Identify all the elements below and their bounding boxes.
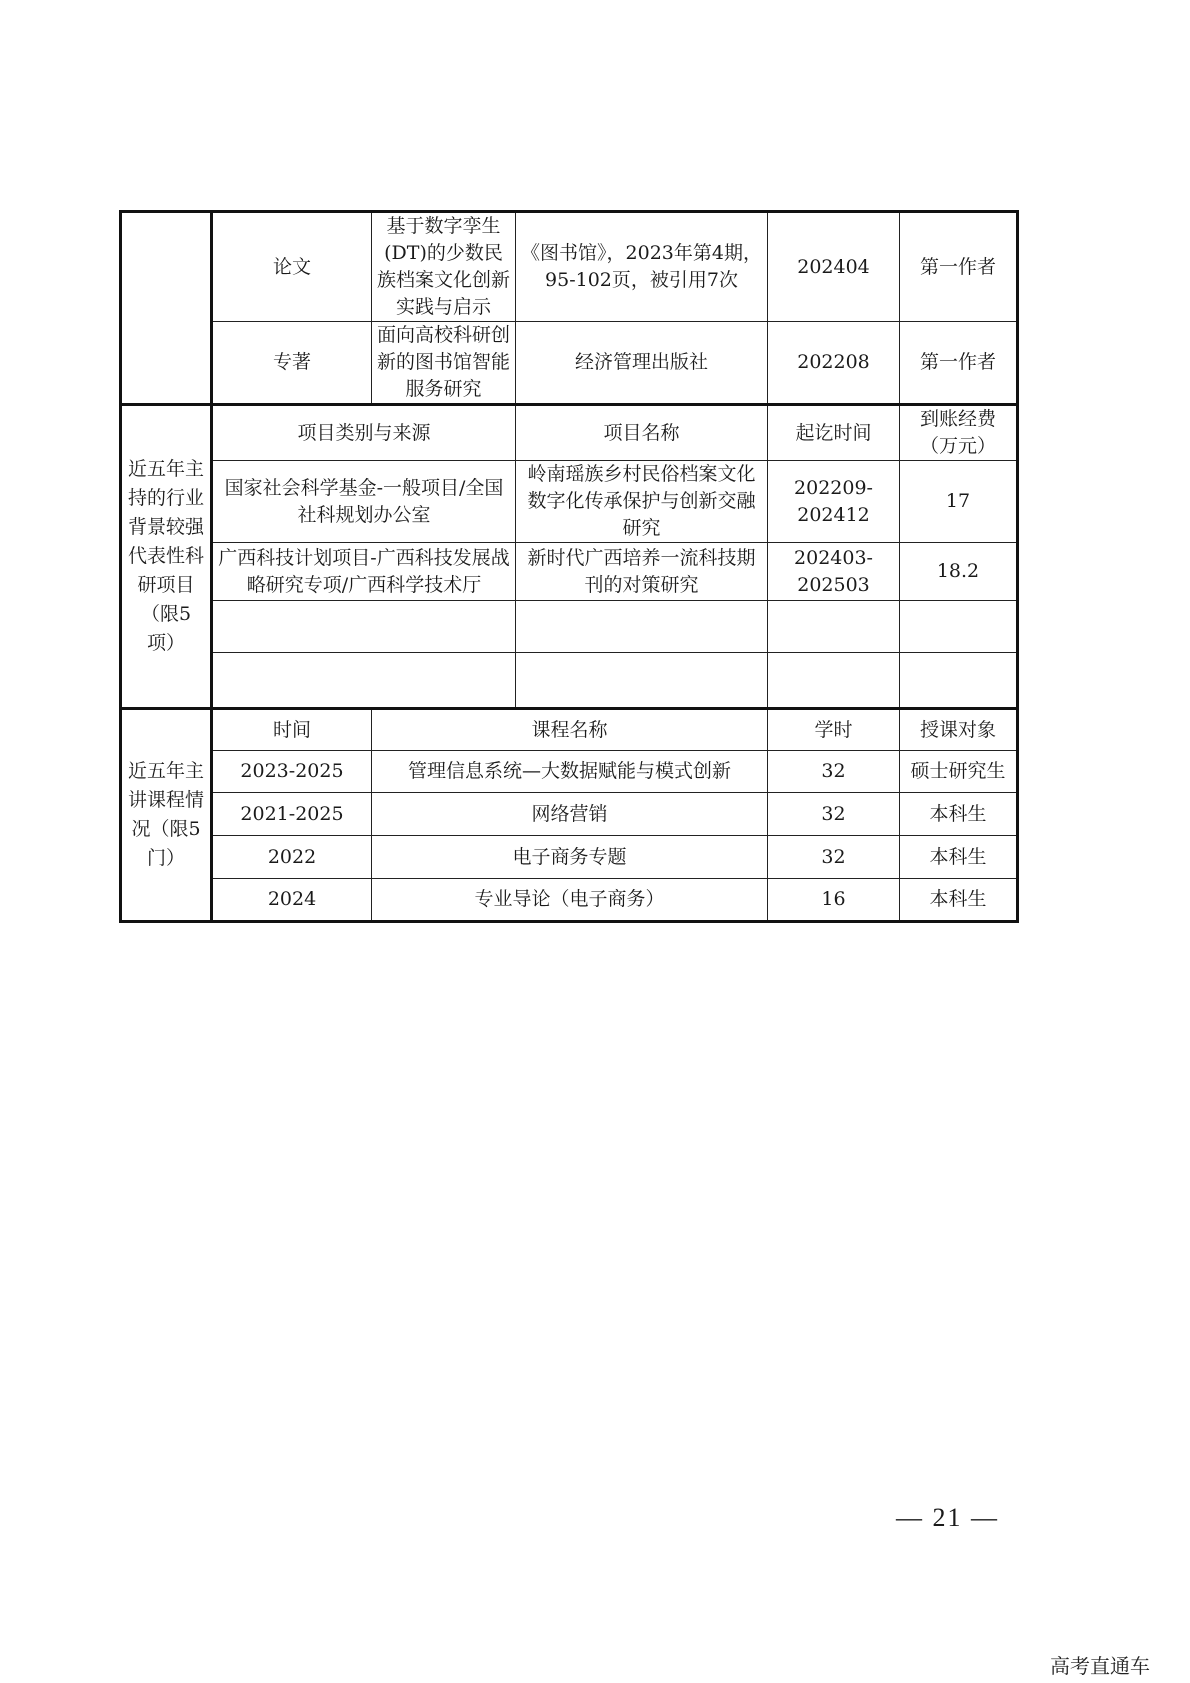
course-hours: 16 <box>768 879 900 922</box>
empty-cell <box>516 601 768 653</box>
project-period: 202209-202412 <box>768 461 900 543</box>
pub-date: 202208 <box>768 322 900 405</box>
empty-cell <box>768 653 900 709</box>
publication-row <box>121 322 1018 405</box>
course-hours: 32 <box>768 836 900 879</box>
courses-header-row <box>121 709 1018 751</box>
project-category: 广西科技计划项目-广西科技发展战略研究专项/广西科学技术厅 <box>212 543 516 601</box>
courses-section-label: 近五年主讲课程情况（限5门） <box>121 709 212 922</box>
pub-role: 第一作者 <box>900 322 1018 405</box>
project-row <box>121 543 1018 601</box>
project-row-empty <box>121 601 1018 653</box>
project-name: 岭南瑶族乡村民俗档案文化数字化传承保护与创新交融研究 <box>516 461 768 543</box>
header-audience: 授课对象 <box>900 709 1018 751</box>
project-row-empty <box>121 653 1018 709</box>
header-project-name: 项目名称 <box>516 405 768 461</box>
empty-cell <box>516 653 768 709</box>
course-row <box>121 836 1018 879</box>
course-row <box>121 879 1018 922</box>
course-name: 专业导论（电子商务） <box>372 879 768 922</box>
project-period: 202403-202503 <box>768 543 900 601</box>
course-name: 管理信息系统—大数据赋能与模式创新 <box>372 751 768 793</box>
pub-title: 基于数字孪生(DT)的少数民族档案文化创新实践与启示 <box>372 212 516 322</box>
header-time: 时间 <box>212 709 372 751</box>
pub-role: 第一作者 <box>900 212 1018 322</box>
project-category: 国家社会科学基金-一般项目/全国社科规划办公室 <box>212 461 516 543</box>
pub-venue: 经济管理出版社 <box>516 322 768 405</box>
projects-header-row <box>121 405 1018 461</box>
course-time: 2021-2025 <box>212 793 372 836</box>
course-time: 2022 <box>212 836 372 879</box>
course-row <box>121 751 1018 793</box>
pub-type: 专著 <box>212 322 372 405</box>
project-funding: 18.2 <box>900 543 1018 601</box>
course-hours: 32 <box>768 751 900 793</box>
pub-date: 202404 <box>768 212 900 322</box>
header-period: 起讫时间 <box>768 405 900 461</box>
course-time: 2024 <box>212 879 372 922</box>
empty-cell <box>212 653 516 709</box>
projects-section-label: 近五年主持的行业背景较强代表性科研项目（限5项） <box>121 405 212 709</box>
course-audience: 本科生 <box>900 836 1018 879</box>
course-time: 2023-2025 <box>212 751 372 793</box>
header-category: 项目类别与来源 <box>212 405 516 461</box>
project-funding: 17 <box>900 461 1018 543</box>
resume-table <box>119 210 1019 923</box>
project-name: 新时代广西培养一流科技期刊的对策研究 <box>516 543 768 601</box>
course-audience: 本科生 <box>900 879 1018 922</box>
empty-cell <box>768 601 900 653</box>
header-hours: 学时 <box>768 709 900 751</box>
empty-cell <box>900 601 1018 653</box>
empty-cell <box>212 601 516 653</box>
course-audience: 本科生 <box>900 793 1018 836</box>
watermark-text: 高考直通车 <box>1050 1654 1150 1678</box>
page-number: — 21 — <box>896 1503 999 1532</box>
course-audience: 硕士研究生 <box>900 751 1018 793</box>
publication-row <box>121 212 1018 322</box>
pub-type: 论文 <box>212 212 372 322</box>
header-course: 课程名称 <box>372 709 768 751</box>
publications-section-label <box>121 212 212 405</box>
course-name: 网络营销 <box>372 793 768 836</box>
course-name: 电子商务专题 <box>372 836 768 879</box>
course-row <box>121 793 1018 836</box>
pub-venue: 《图书馆》，2023年第4期，95-102页，被引用7次 <box>516 212 768 322</box>
pub-title: 面向高校科研创新的图书馆智能服务研究 <box>372 322 516 405</box>
header-funding: 到账经费（万元） <box>900 405 1018 461</box>
project-row <box>121 461 1018 543</box>
course-hours: 32 <box>768 793 900 836</box>
empty-cell <box>900 653 1018 709</box>
